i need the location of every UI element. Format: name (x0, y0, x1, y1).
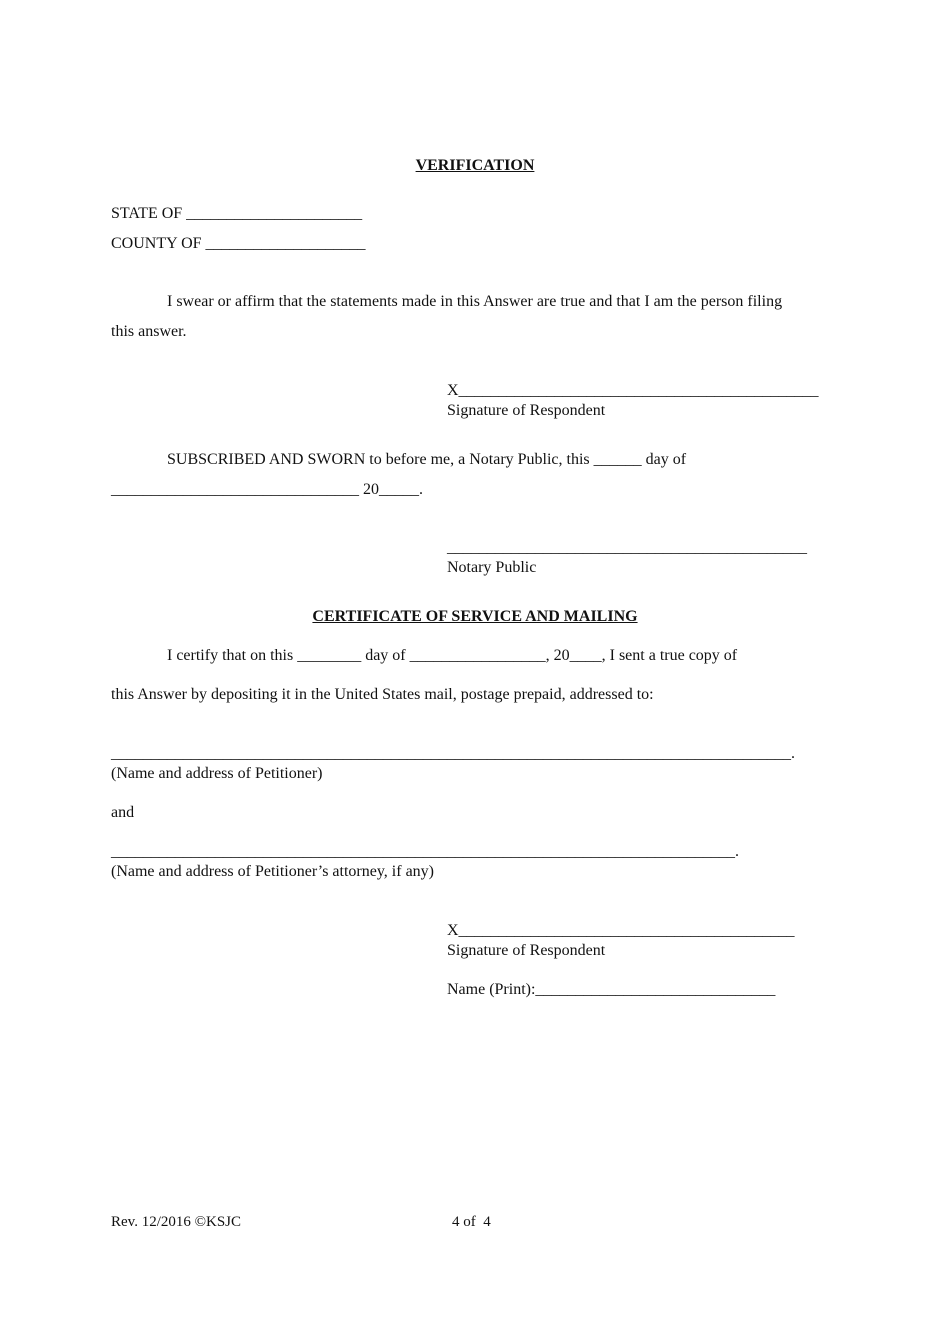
oath-text-line-1: I swear or affirm that the statements made in this Answer are true and that I am the person filing (167, 293, 783, 310)
footer-page-number: 4 of 4 (452, 1214, 491, 1230)
subscribed-text-line-2[interactable]: _______________________________ 20_____. (111, 481, 423, 498)
verification-title: VERIFICATION (415, 157, 535, 174)
oath-text-line-2: this answer. (111, 323, 187, 340)
respondent-signature-field[interactable]: X_____________________________________________ (447, 382, 819, 399)
county-of-field[interactable]: COUNTY OF ____________________ (111, 235, 366, 252)
notary-public-label: Notary Public (447, 559, 537, 576)
certify-text-line-2: this Answer by depositing it in the United States mail, postage prepaid, addressed to: (111, 686, 654, 703)
certificate-title: CERTIFICATE OF SERVICE AND MAILING (312, 608, 638, 625)
footer-revision: Rev. 12/2016 ©KSJC (111, 1214, 242, 1230)
respondent-signature-label: Signature of Respondent (447, 402, 606, 419)
certify-text-line-1[interactable]: I certify that on this ________ day of _________________, 20____, I sent a true copy of (167, 647, 738, 664)
petitioner-address-field[interactable]: _____________________________________________________________________________________. (111, 745, 795, 762)
attorney-address-label: (Name and address of Petitioner’s attorney, if any) (111, 863, 435, 880)
certificate-signature-field[interactable]: X__________________________________________ (447, 922, 795, 939)
attorney-address-field[interactable]: ______________________________________________________________________________. (111, 843, 739, 860)
certificate-signature-label: Signature of Respondent (447, 942, 606, 959)
state-of-field[interactable]: STATE OF ______________________ (111, 205, 363, 222)
name-print-field[interactable]: Name (Print):______________________________ (447, 981, 776, 998)
notary-signature-field[interactable]: _____________________________________________ (447, 539, 807, 556)
petitioner-address-label: (Name and address of Petitioner) (111, 765, 323, 782)
subscribed-text-line-1[interactable]: SUBSCRIBED AND SWORN to before me, a Notary Public, this ______ day of (167, 451, 687, 468)
and-text: and (111, 804, 135, 821)
